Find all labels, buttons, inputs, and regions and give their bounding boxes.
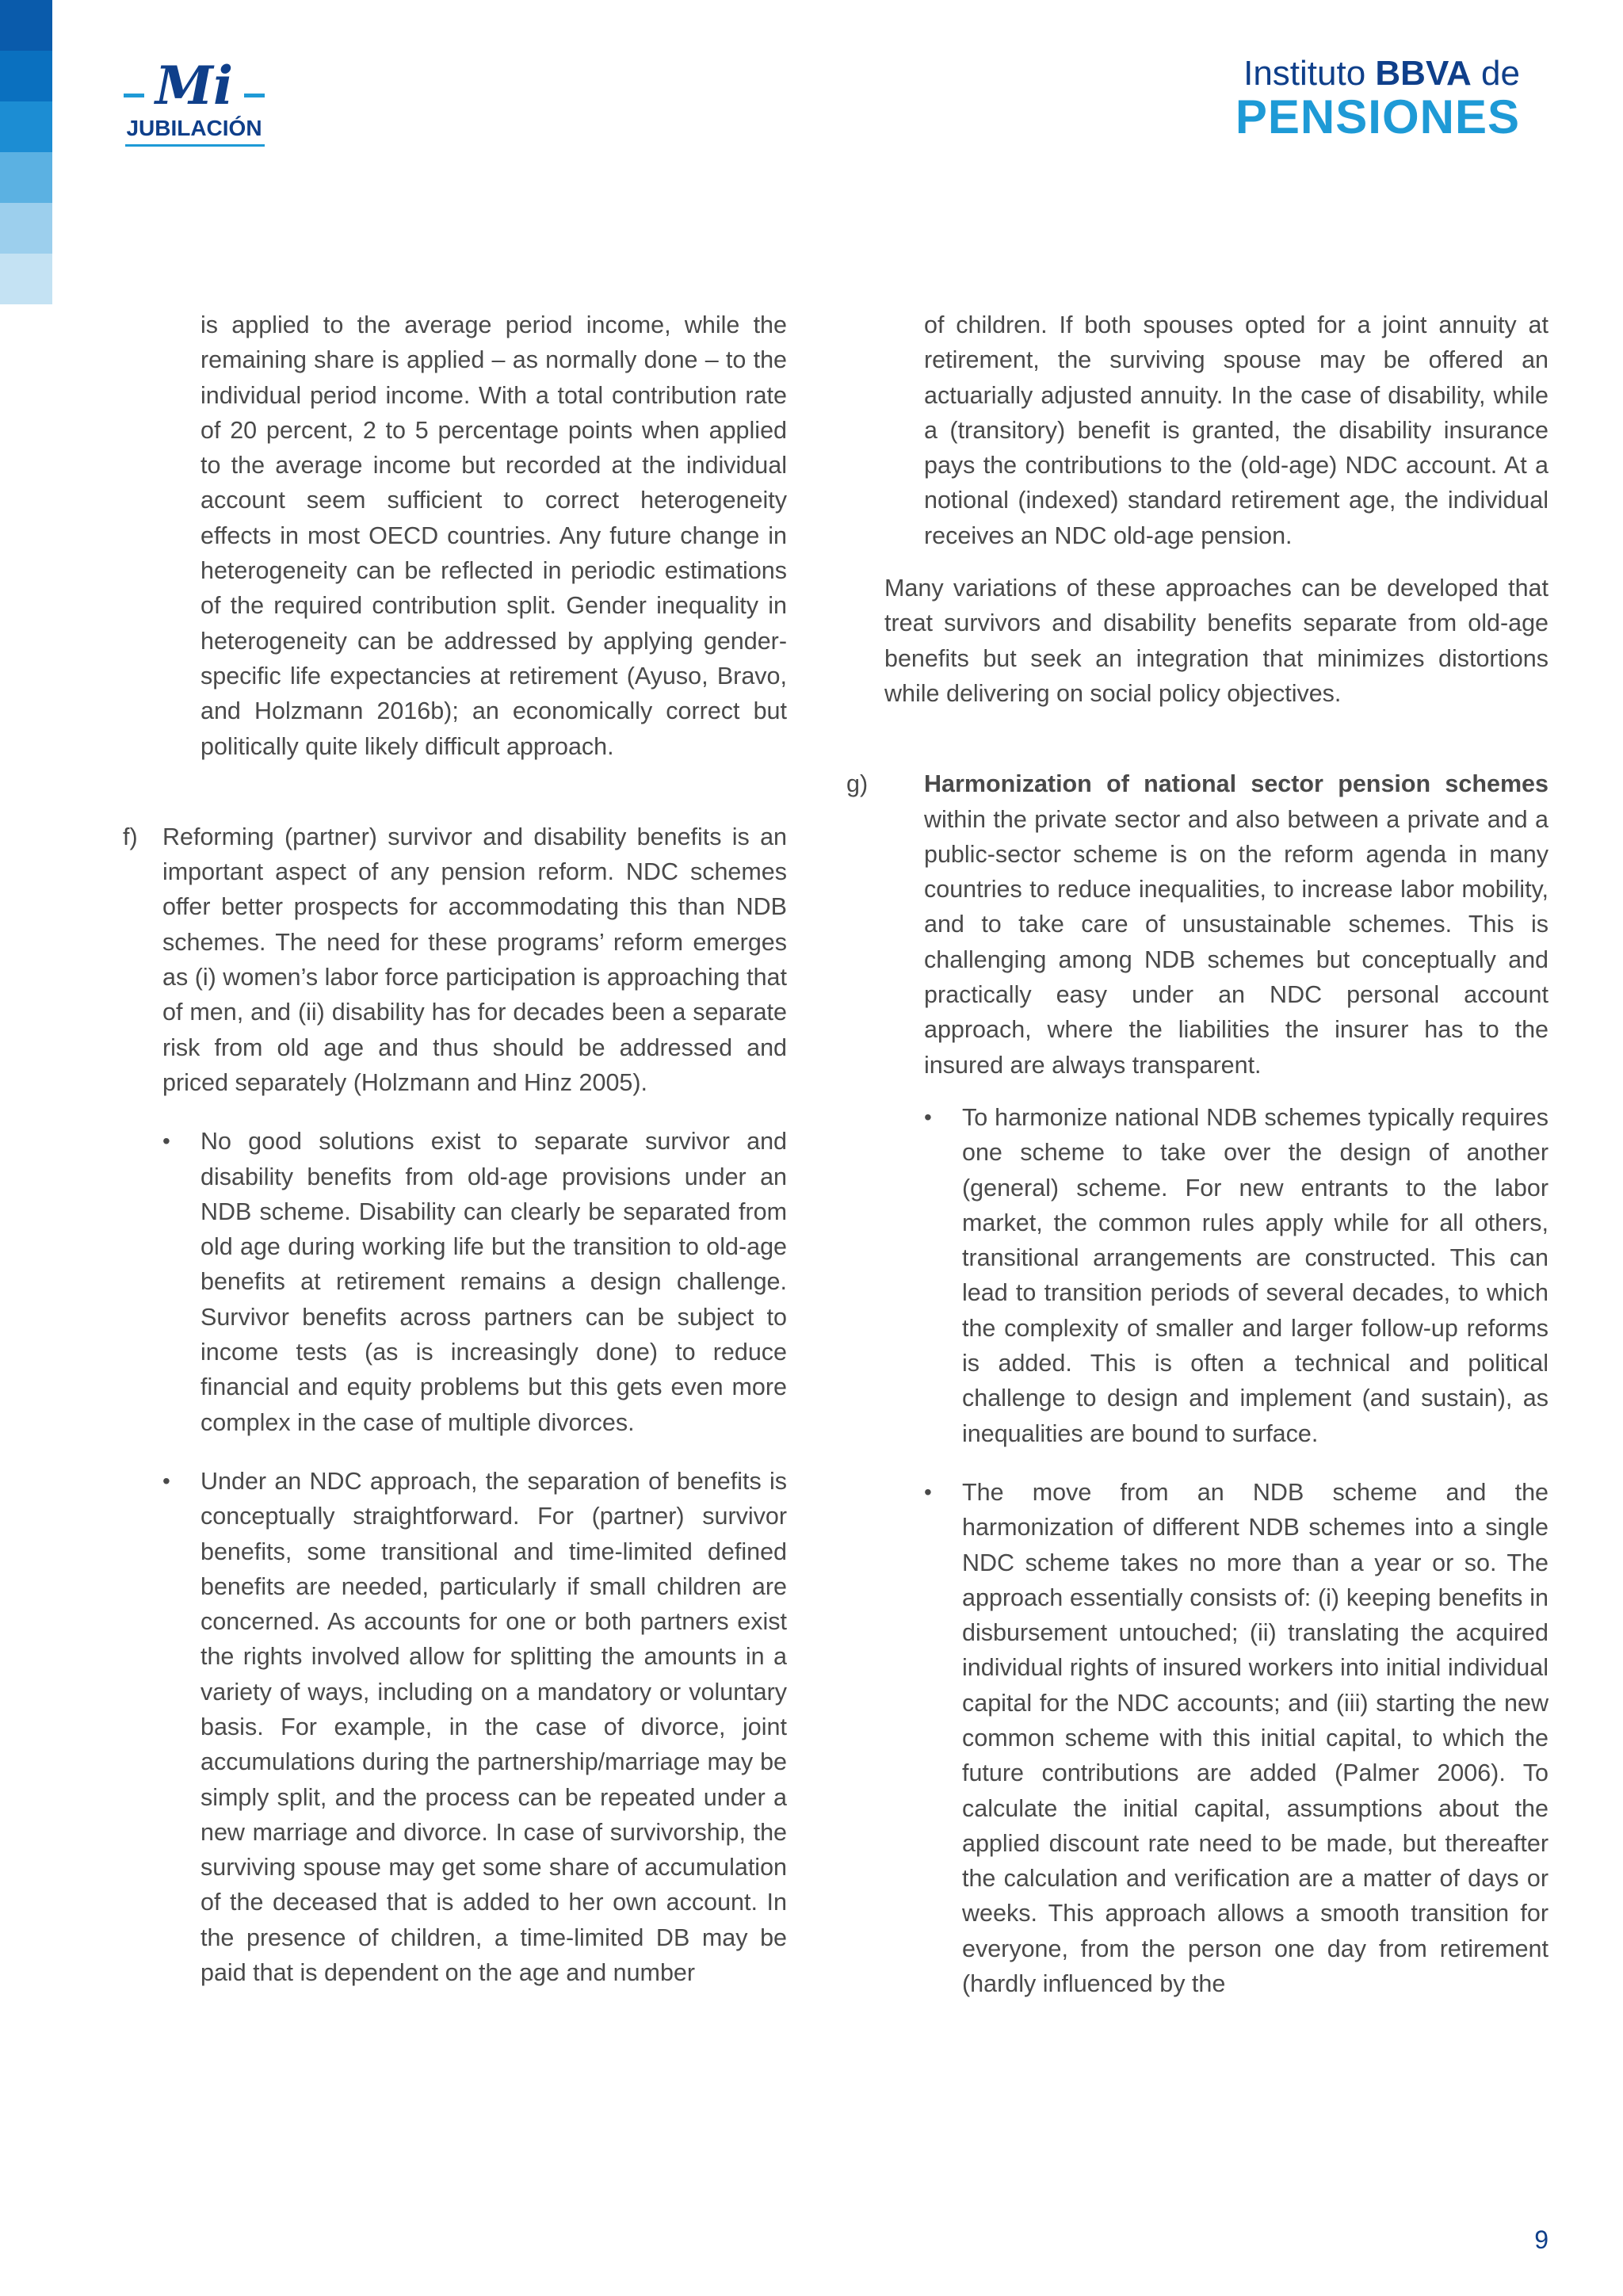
item-f-text: Reforming (partner) survivor and disability benefits is an important aspect of any pension reform. NDC schemes offer better prospects for accommodating this than NDB schemes. The need for these programs’ reform emerges as (i) women’s labor force participation is approaching that of men, and (ii) disability has for decades been a separate risk from old age and thus should be addressed and priced separately (Holzmann and Hinz 2005). — [162, 823, 787, 1096]
list-marker: f) — [123, 823, 138, 850]
bullet-text: Under an NDC approach, the separation of benefits is conceptually straightforward. For (partner) survivor benefits, some transitional and time-limited defined benefits are needed, particularly if small children are concerned. As accounts for one or both partners exist the rights involved allow for splitting the amounts in a variety of ways, including on a mandatory or voluntary basis. For example, in the case of divorce, joint accumulations during the partnership/marriage may be simply split, and the process can be repeated under a new marriage and divorce. In case of survivorship, the surviving spouse may get some share of accumulation of the deceased that is added to her own account. In the presence of children, a time-limited DB may be paid that is dependent on the age and number — [200, 1467, 787, 1987]
stripe — [0, 0, 52, 51]
bullet-item — [884, 1100, 1549, 1451]
logo-underline — [125, 144, 265, 147]
logo-jubilacion-text: JUBILACIÓN — [126, 116, 262, 140]
bullet-icon: • — [924, 1479, 932, 1504]
variations-paragraph: Many variations of these approaches can be developed that treat survivors and disability benefits separate from old-age benefits but seek an integration that minimizes distortions while delivering on social policy objectives. — [884, 575, 1549, 707]
logo-pensiones: PENSIONES — [1235, 90, 1520, 143]
bullet-icon: • — [162, 1129, 170, 1154]
continuation-paragraph: of children. If both spouses opted for a joint annuity at retirement, the surviving spouse may be offered an actuarially adjusted annuity. In the case of disability, while a (transitory) benefit is granted, the disability insurance pays the contributions to the (old-age) NDC account. At a notional (indexed) standard retirement age, the individual receives an NDC old-age pension. — [924, 311, 1549, 549]
logo-institute-prefix: Instituto — [1243, 54, 1376, 93]
bullet-text: No good solutions exist to separate survivor and disability benefits from old-age provisions under an NDB scheme. Disability can clearly be separated from old age during working life but the transition to old-age benefits at retirement remains a design challenge. Survivor benefits across partners can be subject to income tests (as is increasingly done) to reduce financial and equity problems but this gets even more complex in the case of multiple divorces. — [200, 1128, 787, 1436]
stripe — [0, 51, 52, 101]
item-g-text — [924, 766, 1549, 1083]
stripe — [0, 254, 52, 304]
page-number: 9 — [1534, 2225, 1549, 2254]
mi-jubilacion-logo — [119, 54, 269, 149]
item-g-body: within the private sector and also between a private and a public-sector scheme is on the reform agenda in many countries to reduce inequalities, to increase labor mobility, and to take care of unsustainable schemes. This is challenging among NDB schemes but conceptually and practically easy under an NDC personal account approach, where the liabilities the insurer has to the insured are always transparent. — [924, 805, 1549, 1079]
logo-bbva: BBVA — [1375, 54, 1472, 93]
bullet-item — [123, 1464, 787, 1990]
list-item-f — [123, 819, 787, 1100]
bullet-item — [123, 1124, 787, 1440]
intro-paragraph: is applied to the average period income, while the remaining share is applied – as normally done – to the individual period income. With a total contribution rate of 20 percent, 2 to 5 percentage points when applied to the average income but recorded at the individual account seem sufficient to correct heterogeneity effects in most OECD countries. Any future change in heterogeneity can be reflected in periodic estimations of the required contribution split. Gender inequality in heterogeneity can be addressed by applying gender-specific life expectancies at retirement (Ayuso, Bravo, and Holzmann 2016b); an economically correct but politically quite likely difficult approach. — [200, 311, 787, 760]
list-marker: g) — [846, 770, 869, 798]
logo-mi-text: Mi — [155, 55, 234, 117]
bullet-icon: • — [162, 1468, 170, 1493]
logo-institute-suffix: de — [1471, 54, 1520, 93]
stripe — [0, 101, 52, 152]
item-g-heading: Harmonization of national sector pension schemes — [924, 770, 1549, 798]
left-column — [123, 308, 787, 1990]
bullet-text: To harmonize national NDB schemes typically requires one scheme to take over the design of another (general) scheme. For new entrants to the labor market, the common rules apply while for all others, transitional arrangements are constructed. This can lead to transition periods of several decades, to which the complexity of smaller and larger follow-up reforms is added. This is often a technical and political challenge to design and implement (and sustain), as inequalities are bound to surface. — [962, 1103, 1549, 1447]
bullet-item — [884, 1475, 1549, 2001]
logo-institute-line — [1235, 54, 1520, 94]
stripe — [0, 203, 52, 254]
logo-dash — [244, 94, 265, 97]
instituto-bbva-logo — [1235, 54, 1520, 141]
right-column — [846, 308, 1549, 2001]
bullet-text: The move from an NDB scheme and the harmonization of different NDB schemes into a single NDC scheme takes no more than a year or so. The approach essentially consists of: (i) keeping benefits in disbursement untouched; (ii) translating the acquired individual rights of insured workers into initial individual capital for the NDC accounts; and (iii) starting the new common scheme with this initial capital, to which the future contributions are added (Palmer 2006). To calculate the initial capital, assumptions about the applied discount rate need to be made, but thereafter the calculation and verification are a matter of days or weeks. This approach allows a smooth transition for everyone, from the person one day from retirement (hardly influenced by the — [962, 1478, 1549, 1998]
stripe — [0, 152, 52, 203]
list-item-g — [846, 766, 1549, 1083]
bullet-icon: • — [924, 1104, 932, 1129]
decorative-stripes — [0, 0, 52, 304]
